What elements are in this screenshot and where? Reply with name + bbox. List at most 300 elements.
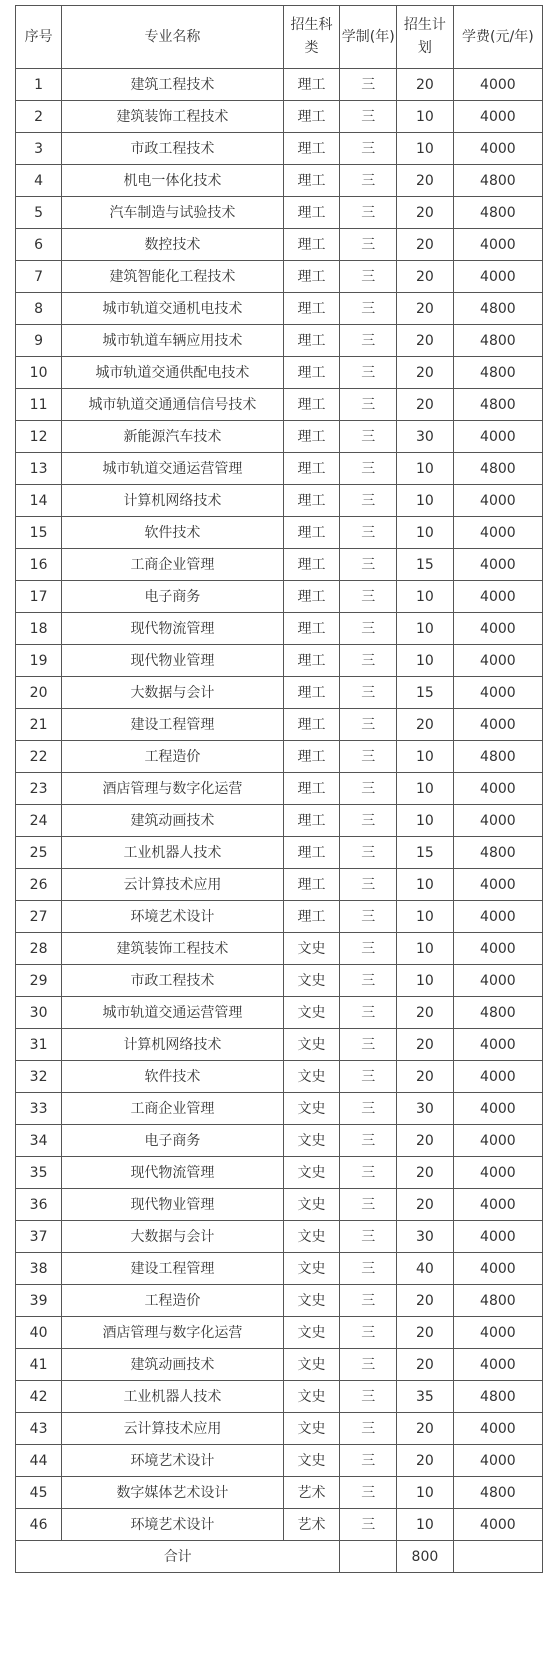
- cell-name: 新能源汽车技术: [62, 421, 284, 453]
- cell-no: 5: [16, 197, 62, 229]
- cell-plan: 15: [397, 837, 454, 869]
- cell-years: 三: [340, 1061, 397, 1093]
- table-row: [16, 741, 543, 773]
- cell-fee: 4000: [453, 133, 542, 165]
- cell-years: 三: [340, 1125, 397, 1157]
- cell-no: 15: [16, 517, 62, 549]
- cell-fee: 4800: [453, 997, 542, 1029]
- cell-name: 数控技术: [62, 229, 284, 261]
- cell-name: 建筑装饰工程技术: [62, 101, 284, 133]
- cell-fee: 4000: [453, 805, 542, 837]
- enrollment-table: [15, 5, 543, 1573]
- table-row: [16, 1125, 543, 1157]
- cell-category: 文史: [283, 1189, 340, 1221]
- cell-name: 建筑工程技术: [62, 69, 284, 101]
- table-row: [16, 197, 543, 229]
- table-row: [16, 357, 543, 389]
- cell-name: 工商企业管理: [62, 549, 284, 581]
- cell-years: 三: [340, 197, 397, 229]
- cell-no: 26: [16, 869, 62, 901]
- cell-fee: 4000: [453, 581, 542, 613]
- cell-years: 三: [340, 293, 397, 325]
- cell-no: 17: [16, 581, 62, 613]
- cell-name: 现代物业管理: [62, 1189, 284, 1221]
- cell-fee: 4000: [453, 1221, 542, 1253]
- cell-fee: 4000: [453, 69, 542, 101]
- cell-name: 市政工程技术: [62, 965, 284, 997]
- cell-years: 三: [340, 933, 397, 965]
- cell-fee: 4000: [453, 517, 542, 549]
- table-row: [16, 261, 543, 293]
- cell-no: 4: [16, 165, 62, 197]
- cell-no: 1: [16, 69, 62, 101]
- cell-name: 电子商务: [62, 581, 284, 613]
- cell-years: 三: [340, 325, 397, 357]
- table-row: [16, 133, 543, 165]
- cell-name: 机电一体化技术: [62, 165, 284, 197]
- table-row: [16, 229, 543, 261]
- cell-name: 市政工程技术: [62, 133, 284, 165]
- cell-no: 6: [16, 229, 62, 261]
- table-row: [16, 645, 543, 677]
- table-row: [16, 293, 543, 325]
- cell-no: 45: [16, 1477, 62, 1509]
- cell-plan: 20: [397, 293, 454, 325]
- cell-name: 现代物流管理: [62, 1157, 284, 1189]
- cell-years: 三: [340, 805, 397, 837]
- table-row: [16, 1157, 543, 1189]
- cell-no: 28: [16, 933, 62, 965]
- cell-no: 34: [16, 1125, 62, 1157]
- cell-plan: 15: [397, 677, 454, 709]
- cell-plan: 20: [397, 389, 454, 421]
- cell-category: 理工: [283, 549, 340, 581]
- cell-name: 酒店管理与数字化运营: [62, 1317, 284, 1349]
- cell-fee: 4000: [453, 677, 542, 709]
- cell-years: 三: [340, 581, 397, 613]
- cell-category: 文史: [283, 1285, 340, 1317]
- cell-years: 三: [340, 709, 397, 741]
- cell-no: 12: [16, 421, 62, 453]
- table-row: [16, 517, 543, 549]
- cell-years: 三: [340, 229, 397, 261]
- cell-years: 三: [340, 357, 397, 389]
- cell-category: 理工: [283, 101, 340, 133]
- cell-category: 文史: [283, 1221, 340, 1253]
- cell-plan: 10: [397, 613, 454, 645]
- cell-years: 三: [340, 645, 397, 677]
- cell-fee: 4800: [453, 1477, 542, 1509]
- table-row: [16, 1477, 543, 1509]
- cell-no: 22: [16, 741, 62, 773]
- cell-plan: 20: [397, 709, 454, 741]
- cell-no: 10: [16, 357, 62, 389]
- cell-category: 理工: [283, 69, 340, 101]
- cell-plan: 30: [397, 421, 454, 453]
- cell-fee: 4000: [453, 549, 542, 581]
- cell-name: 城市轨道交通运营管理: [62, 997, 284, 1029]
- table-row: [16, 1093, 543, 1125]
- cell-category: 文史: [283, 1317, 340, 1349]
- cell-plan: 20: [397, 229, 454, 261]
- cell-years: 三: [340, 613, 397, 645]
- table-row: [16, 453, 543, 485]
- cell-category: 文史: [283, 1029, 340, 1061]
- cell-plan: 10: [397, 965, 454, 997]
- cell-fee: 4000: [453, 1349, 542, 1381]
- table-row: [16, 1189, 543, 1221]
- cell-plan: 20: [397, 197, 454, 229]
- cell-no: 19: [16, 645, 62, 677]
- cell-plan: 20: [397, 1189, 454, 1221]
- cell-name: 城市轨道交通运营管理: [62, 453, 284, 485]
- cell-no: 2: [16, 101, 62, 133]
- cell-fee: 4800: [453, 1381, 542, 1413]
- cell-years: 三: [340, 869, 397, 901]
- cell-category: 文史: [283, 933, 340, 965]
- cell-no: 11: [16, 389, 62, 421]
- cell-name: 工业机器人技术: [62, 1381, 284, 1413]
- cell-plan: 20: [397, 1061, 454, 1093]
- cell-years: 三: [340, 69, 397, 101]
- table-row: [16, 101, 543, 133]
- cell-name: 汽车制造与试验技术: [62, 197, 284, 229]
- cell-category: 文史: [283, 997, 340, 1029]
- cell-years: 三: [340, 1445, 397, 1477]
- cell-no: 24: [16, 805, 62, 837]
- cell-plan: 10: [397, 773, 454, 805]
- cell-category: 理工: [283, 741, 340, 773]
- cell-name: 建设工程管理: [62, 1253, 284, 1285]
- cell-category: 理工: [283, 197, 340, 229]
- cell-years: 三: [340, 773, 397, 805]
- cell-fee: 4000: [453, 773, 542, 805]
- table-row: [16, 69, 543, 101]
- cell-no: 23: [16, 773, 62, 805]
- cell-name: 计算机网络技术: [62, 485, 284, 517]
- cell-plan: 20: [397, 1445, 454, 1477]
- cell-category: 文史: [283, 1157, 340, 1189]
- cell-name: 环境艺术设计: [62, 1509, 284, 1541]
- cell-category: 理工: [283, 517, 340, 549]
- cell-years: 三: [340, 1477, 397, 1509]
- cell-fee: 4000: [453, 261, 542, 293]
- cell-plan: 35: [397, 1381, 454, 1413]
- cell-category: 文史: [283, 1093, 340, 1125]
- cell-fee: 4000: [453, 1125, 542, 1157]
- cell-category: 理工: [283, 709, 340, 741]
- cell-years: 三: [340, 1093, 397, 1125]
- cell-no: 32: [16, 1061, 62, 1093]
- cell-fee: 4000: [453, 933, 542, 965]
- cell-no: 39: [16, 1285, 62, 1317]
- cell-category: 理工: [283, 325, 340, 357]
- cell-fee: 4800: [453, 357, 542, 389]
- cell-name: 工业机器人技术: [62, 837, 284, 869]
- cell-no: 16: [16, 549, 62, 581]
- cell-name: 建设工程管理: [62, 709, 284, 741]
- cell-years: 三: [340, 517, 397, 549]
- table-row: [16, 773, 543, 805]
- cell-no: 37: [16, 1221, 62, 1253]
- cell-name: 环境艺术设计: [62, 1445, 284, 1477]
- table-row: [16, 613, 543, 645]
- cell-category: 理工: [283, 421, 340, 453]
- cell-plan: 20: [397, 1285, 454, 1317]
- table-row: [16, 549, 543, 581]
- cell-fee: 4000: [453, 1189, 542, 1221]
- cell-plan: 10: [397, 453, 454, 485]
- cell-years: 三: [340, 1381, 397, 1413]
- cell-plan: 10: [397, 1477, 454, 1509]
- cell-years: 三: [340, 1509, 397, 1541]
- cell-category: 理工: [283, 293, 340, 325]
- header-no: 序号: [16, 6, 62, 69]
- cell-category: 理工: [283, 805, 340, 837]
- cell-no: 30: [16, 997, 62, 1029]
- cell-years: 三: [340, 965, 397, 997]
- cell-fee: 4800: [453, 1285, 542, 1317]
- cell-category: 理工: [283, 581, 340, 613]
- cell-name: 工程造价: [62, 741, 284, 773]
- cell-category: 理工: [283, 869, 340, 901]
- cell-no: 38: [16, 1253, 62, 1285]
- cell-no: 29: [16, 965, 62, 997]
- cell-no: 35: [16, 1157, 62, 1189]
- cell-fee: 4800: [453, 165, 542, 197]
- cell-fee: 4000: [453, 709, 542, 741]
- cell-fee: 4000: [453, 1445, 542, 1477]
- cell-no: 31: [16, 1029, 62, 1061]
- cell-category: 理工: [283, 837, 340, 869]
- header-years: 学制(年): [340, 6, 397, 69]
- table-row: [16, 1349, 543, 1381]
- cell-fee: 4000: [453, 965, 542, 997]
- cell-name: 计算机网络技术: [62, 1029, 284, 1061]
- cell-plan: 20: [397, 165, 454, 197]
- cell-plan: 10: [397, 581, 454, 613]
- cell-plan: 10: [397, 1509, 454, 1541]
- cell-fee: 4800: [453, 837, 542, 869]
- cell-name: 建筑动画技术: [62, 805, 284, 837]
- cell-years: 三: [340, 389, 397, 421]
- cell-category: 理工: [283, 901, 340, 933]
- cell-plan: 20: [397, 1413, 454, 1445]
- cell-name: 建筑装饰工程技术: [62, 933, 284, 965]
- cell-years: 三: [340, 741, 397, 773]
- table-row: [16, 1221, 543, 1253]
- cell-fee: 4800: [453, 389, 542, 421]
- cell-plan: 10: [397, 869, 454, 901]
- cell-fee: 4000: [453, 1093, 542, 1125]
- table-row: [16, 933, 543, 965]
- table-row: [16, 1509, 543, 1541]
- cell-name: 酒店管理与数字化运营: [62, 773, 284, 805]
- cell-plan: 10: [397, 517, 454, 549]
- cell-years: 三: [340, 677, 397, 709]
- cell-no: 21: [16, 709, 62, 741]
- cell-plan: 20: [397, 1029, 454, 1061]
- cell-fee: 4000: [453, 613, 542, 645]
- cell-category: 理工: [283, 133, 340, 165]
- cell-name: 城市轨道交通机电技术: [62, 293, 284, 325]
- cell-plan: 15: [397, 549, 454, 581]
- table-row: [16, 421, 543, 453]
- cell-years: 三: [340, 837, 397, 869]
- cell-category: 理工: [283, 453, 340, 485]
- cell-years: 三: [340, 1413, 397, 1445]
- cell-plan: 10: [397, 901, 454, 933]
- cell-plan: 10: [397, 101, 454, 133]
- table-row: [16, 389, 543, 421]
- cell-category: 文史: [283, 1413, 340, 1445]
- cell-name: 大数据与会计: [62, 677, 284, 709]
- cell-fee: 4000: [453, 869, 542, 901]
- cell-category: 文史: [283, 1381, 340, 1413]
- cell-fee: 4000: [453, 1413, 542, 1445]
- cell-years: 三: [340, 485, 397, 517]
- table-row: [16, 1253, 543, 1285]
- cell-plan: 20: [397, 325, 454, 357]
- cell-fee: 4000: [453, 901, 542, 933]
- cell-category: 文史: [283, 1349, 340, 1381]
- cell-fee: 4000: [453, 229, 542, 261]
- cell-category: 理工: [283, 261, 340, 293]
- cell-no: 33: [16, 1093, 62, 1125]
- table-row: [16, 581, 543, 613]
- cell-plan: 20: [397, 1317, 454, 1349]
- cell-category: 文史: [283, 1253, 340, 1285]
- cell-category: 理工: [283, 389, 340, 421]
- cell-years: 三: [340, 1253, 397, 1285]
- cell-fee: 4000: [453, 1029, 542, 1061]
- header-name: 专业名称: [62, 6, 284, 69]
- table-row: [16, 997, 543, 1029]
- cell-category: 文史: [283, 1061, 340, 1093]
- cell-fee: 4000: [453, 1509, 542, 1541]
- cell-name: 工商企业管理: [62, 1093, 284, 1125]
- cell-fee: 4800: [453, 741, 542, 773]
- cell-no: 9: [16, 325, 62, 357]
- table-row: [16, 965, 543, 997]
- cell-category: 文史: [283, 1125, 340, 1157]
- cell-category: 理工: [283, 485, 340, 517]
- cell-plan: 30: [397, 1093, 454, 1125]
- table-row: [16, 1061, 543, 1093]
- cell-years: 三: [340, 1221, 397, 1253]
- cell-name: 电子商务: [62, 1125, 284, 1157]
- cell-name: 建筑智能化工程技术: [62, 261, 284, 293]
- cell-category: 理工: [283, 613, 340, 645]
- cell-name: 现代物流管理: [62, 613, 284, 645]
- cell-plan: 20: [397, 69, 454, 101]
- cell-plan: 20: [397, 1125, 454, 1157]
- cell-name: 大数据与会计: [62, 1221, 284, 1253]
- cell-name: 城市轨道交通供配电技术: [62, 357, 284, 389]
- header-fee: 学费(元/年): [453, 6, 542, 69]
- cell-years: 三: [340, 1317, 397, 1349]
- header-plan: 招生计划: [397, 6, 454, 69]
- table-row: [16, 485, 543, 517]
- total-row: [16, 1541, 543, 1573]
- cell-plan: 20: [397, 261, 454, 293]
- total-label: 合计: [16, 1541, 340, 1573]
- cell-years: 三: [340, 165, 397, 197]
- cell-years: 三: [340, 261, 397, 293]
- cell-years: 三: [340, 997, 397, 1029]
- table-row: [16, 1381, 543, 1413]
- cell-category: 理工: [283, 677, 340, 709]
- cell-fee: 4000: [453, 1061, 542, 1093]
- table-header-row: [16, 6, 543, 69]
- cell-plan: 10: [397, 805, 454, 837]
- table-row: [16, 1413, 543, 1445]
- table-row: [16, 869, 543, 901]
- cell-no: 13: [16, 453, 62, 485]
- cell-plan: 10: [397, 933, 454, 965]
- cell-no: 20: [16, 677, 62, 709]
- header-category: 招生科类: [283, 6, 340, 69]
- cell-plan: 20: [397, 1157, 454, 1189]
- cell-category: 文史: [283, 1445, 340, 1477]
- cell-category: 艺术: [283, 1477, 340, 1509]
- cell-years: 三: [340, 549, 397, 581]
- cell-category: 理工: [283, 165, 340, 197]
- cell-no: 25: [16, 837, 62, 869]
- cell-name: 数字媒体艺术设计: [62, 1477, 284, 1509]
- table-row: [16, 1317, 543, 1349]
- cell-category: 理工: [283, 357, 340, 389]
- cell-category: 艺术: [283, 1509, 340, 1541]
- cell-plan: 40: [397, 1253, 454, 1285]
- cell-no: 27: [16, 901, 62, 933]
- cell-no: 36: [16, 1189, 62, 1221]
- table-row: [16, 1445, 543, 1477]
- total-years-empty: [340, 1541, 397, 1573]
- cell-no: 43: [16, 1413, 62, 1445]
- cell-years: 三: [340, 101, 397, 133]
- cell-name: 城市轨道交通通信信号技术: [62, 389, 284, 421]
- cell-name: 环境艺术设计: [62, 901, 284, 933]
- cell-name: 软件技术: [62, 1061, 284, 1093]
- cell-fee: 4000: [453, 485, 542, 517]
- cell-category: 理工: [283, 229, 340, 261]
- cell-plan: 10: [397, 485, 454, 517]
- cell-fee: 4000: [453, 421, 542, 453]
- cell-no: 42: [16, 1381, 62, 1413]
- cell-no: 8: [16, 293, 62, 325]
- cell-no: 7: [16, 261, 62, 293]
- cell-plan: 20: [397, 1349, 454, 1381]
- table-row: [16, 165, 543, 197]
- cell-years: 三: [340, 1157, 397, 1189]
- cell-name: 城市轨道车辆应用技术: [62, 325, 284, 357]
- cell-plan: 10: [397, 133, 454, 165]
- cell-years: 三: [340, 453, 397, 485]
- cell-years: 三: [340, 1029, 397, 1061]
- cell-years: 三: [340, 421, 397, 453]
- cell-name: 建筑动画技术: [62, 1349, 284, 1381]
- cell-no: 3: [16, 133, 62, 165]
- cell-name: 云计算技术应用: [62, 869, 284, 901]
- cell-fee: 4000: [453, 1317, 542, 1349]
- cell-category: 理工: [283, 645, 340, 677]
- cell-name: 工程造价: [62, 1285, 284, 1317]
- table-row: [16, 709, 543, 741]
- cell-category: 理工: [283, 773, 340, 805]
- cell-no: 18: [16, 613, 62, 645]
- total-plan: 800: [397, 1541, 454, 1573]
